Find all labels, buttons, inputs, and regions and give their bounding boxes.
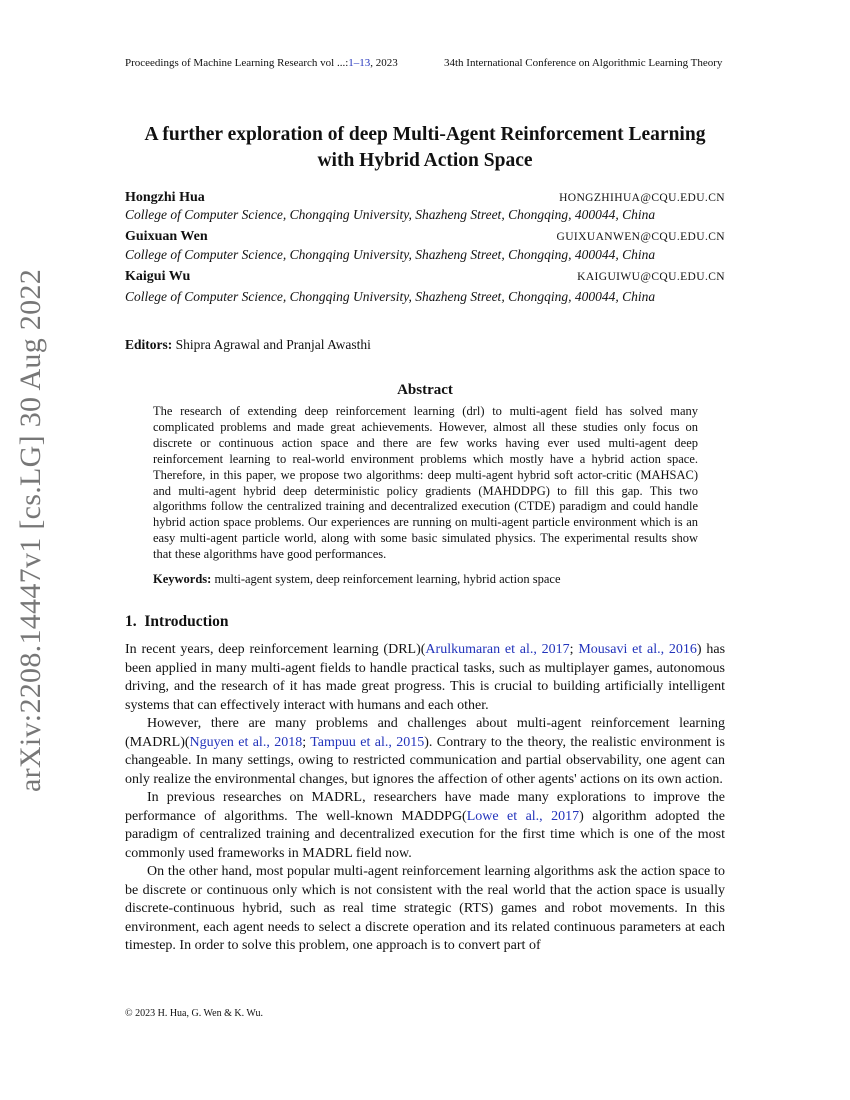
arxiv-sidebar-stamp: arXiv:2208.14447v1 [cs.LG] 30 Aug 2022 xyxy=(14,268,47,792)
author-name: Hongzhi Hua xyxy=(125,190,205,205)
section-heading-introduction xyxy=(125,613,229,631)
editors-line xyxy=(125,337,371,353)
author-email: GUIXUANWEN@CQU.EDU.CN xyxy=(556,231,725,243)
copyright-footer: © 2023 H. Hua, G. Wen & K. Wu. xyxy=(125,1008,263,1019)
intro-paragraph-3 xyxy=(125,789,725,863)
paper-title: A further exploration of deep Multi-Agent Reinforcement Learning with Hybrid Action Space xyxy=(144,124,706,171)
abstract-text: The research of extending deep reinforcement learning (drl) to multi-agent field has solved many complicated problems and made great achievements. However, almost all these studies only focus on discrete or continuous action space and there are few works having ever used multi-agent deep reinforcement learning to real-world environment problems which mostly have a hybrid action space. Therefore, in this paper, we propose two algorithms: deep multi-agent hybrid soft actor-critic (MAHSAC) and multi-agent hybrid deep deterministic policy gradients (MAHDDPG) to fill this gap. This two algorithms follow the centralized training and decentralized execution (CTDE) paradigm and could handle hybrid action space problems. Our experiences are running on multi-agent particle environment which is an easy multi-agent particle world, along with some basic simulated physics. The experimental results show that these algorithms have good performances. xyxy=(153,404,698,562)
introduction-body xyxy=(125,641,725,956)
author-affiliation: College of Computer Science, Chongqing University, Shazheng Street, Chongqing, 400044, China xyxy=(125,207,656,222)
intro-paragraph-2 xyxy=(125,715,725,789)
abstract-heading: Abstract xyxy=(397,382,453,398)
editors-names: Shipra Agrawal and Pranjal Awasthi xyxy=(175,337,371,352)
paragraph-text: ) algorithm adopted the paradigm of centralized training and decentralized execution for the first time which is one of the most commonly used frameworks in MADRL field now. xyxy=(125,808,725,861)
citation-link[interactable]: Mousavi et al., 2016 xyxy=(578,642,697,657)
paragraph-text: In recent years, deep reinforcement learning (DRL)( xyxy=(125,642,426,657)
citation-link[interactable]: Arulkumaran et al., 2017 xyxy=(425,642,570,657)
author-affiliation: College of Computer Science, Chongqing University, Shazheng Street, Chongqing, 400044, China xyxy=(125,289,656,304)
section-title: Introduction xyxy=(144,613,229,630)
author-affiliation: College of Computer Science, Chongqing University, Shazheng Street, Chongqing, 400044, China xyxy=(125,247,656,262)
citation-link[interactable]: Tampuu et al., 2015 xyxy=(310,734,425,750)
author-email: KAIGUIWU@CQU.EDU.CN xyxy=(577,271,725,283)
keywords-label: Keywords: xyxy=(153,572,212,586)
author-name: Guixuan Wen xyxy=(125,229,208,244)
editors-label: Editors: xyxy=(125,337,173,352)
header-year: , 2023 xyxy=(370,57,398,69)
paragraph-text: ). Contrary to the theory, the realistic environment is changeable. In many settings, owing to restricted communication and partial observability, one agent can only realize the environmental changes, but ignores the affection of other agents' actions on its own action. xyxy=(125,734,726,787)
intro-paragraph-1 xyxy=(125,641,725,715)
section-number: 1. xyxy=(125,613,137,630)
running-header-right: 34th International Conference on Algorithmic Learning Theory xyxy=(444,57,723,69)
citation-link[interactable]: Lowe et al., 2017 xyxy=(466,808,580,824)
intro-paragraph-4: On the other hand, most popular multi-agent reinforcement learning algorithms ask the action space to be discrete or continuous only which is not consistent with the real world that the action space is usually discrete-continuous hybrid, such as real time strategic (RTS) games and robot movements. In this environment, each agent needs to select a discrete operation and its related continuous parameters at each timestep. In order to solve this problem, one approach is to convert part of xyxy=(125,864,725,953)
author-email: HONGZHIHUA@CQU.EDU.CN xyxy=(559,192,725,204)
running-header-left xyxy=(125,57,398,69)
paragraph-text: However, there are many problems and challenges about multi-agent reinforcement learning (MADRL)( xyxy=(125,716,725,750)
proceedings-label: Proceedings of Machine Learning Research vol ...: xyxy=(125,57,349,69)
author-name: Kaigui Wu xyxy=(125,269,191,284)
paragraph-text: ) has been applied in many multi-agent fields to handle practical tasks, such as multiplayer games, autonomous driving, and the research of it has made great progress. This is crucial to building artificially intelligent systems that can effectively interact with humans and each other. xyxy=(125,642,726,713)
keywords-line xyxy=(153,572,698,587)
citation-separator: ; xyxy=(302,734,311,750)
keywords-list: multi-agent system, deep reinforcement learning, hybrid action space xyxy=(214,572,561,586)
citation-link[interactable]: Nguyen et al., 2018 xyxy=(189,734,303,750)
citation-separator: ; xyxy=(569,642,579,657)
paragraph-text: In previous researches on MADRL, researchers have made many explorations to improve the performance of algorithms. The well-known MADDPG( xyxy=(125,790,725,824)
page-range-link[interactable]: 1–13 xyxy=(348,57,371,69)
